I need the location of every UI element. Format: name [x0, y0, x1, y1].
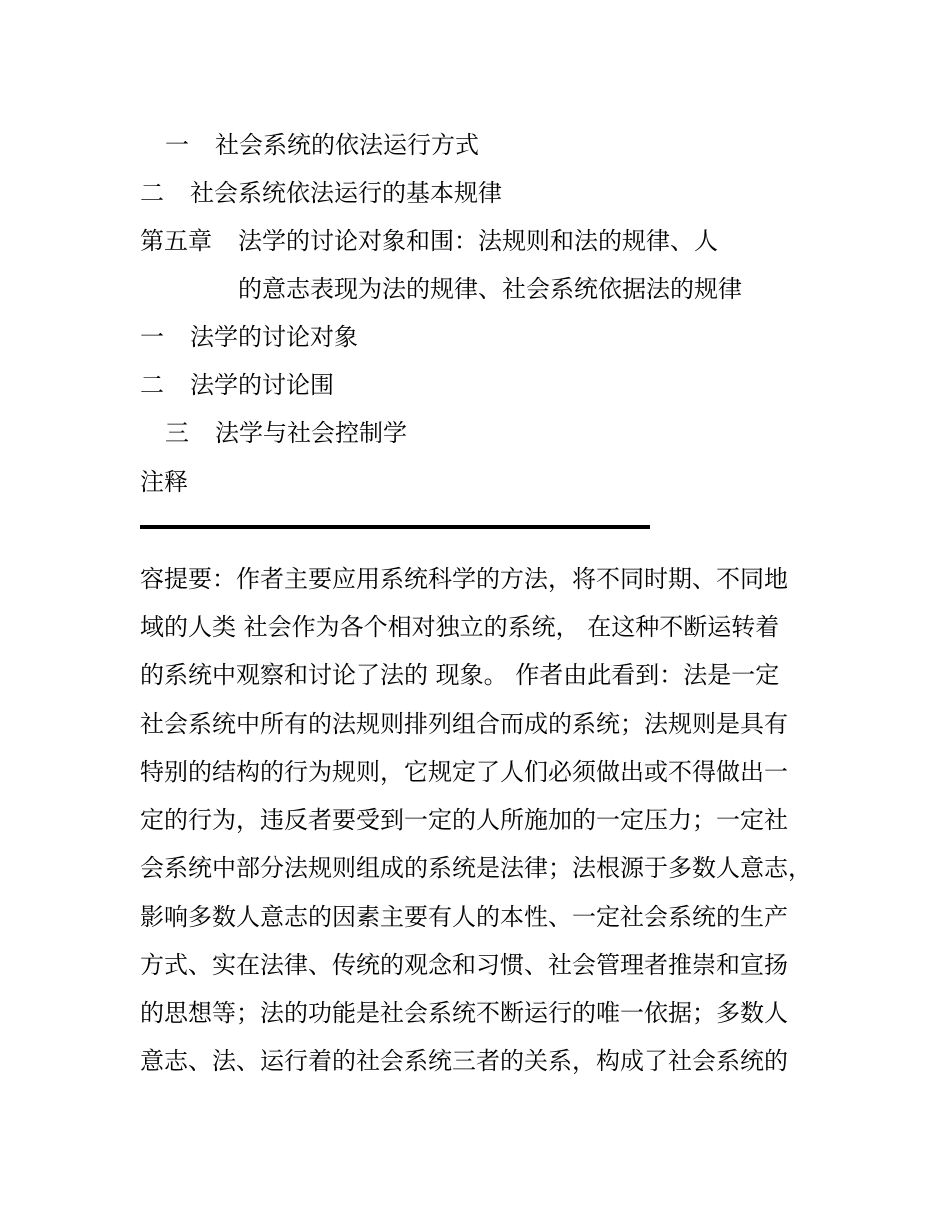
- toc-chapter-number: 第五章: [140, 227, 212, 255]
- abstract-line: 定的行为，违反者要受到一定的人所施加的一定压力；一定社: [140, 806, 788, 834]
- abstract-line: 社会系统中所有的法规则排列组合而成的系统；法规则是具有: [140, 710, 788, 738]
- toc-item-title: 法学的讨论围: [190, 371, 334, 399]
- toc-item-number: 二: [140, 371, 164, 399]
- toc-item: [140, 322, 358, 352]
- toc-chapter-title-line2: 的意志表现为法的规律、社会系统依据法的规律: [238, 275, 742, 303]
- toc-item-title: 社会系统依法运行的基本规律: [190, 179, 502, 207]
- abstract-line: 的系统中观察和讨论了法的 现象。 作者由此看到：法是一定: [140, 661, 780, 689]
- toc-item: [165, 130, 479, 160]
- toc-item-title: 法学的讨论对象: [190, 323, 358, 351]
- toc-chapter-title: 法学的讨论对象和围：法规则和法的规律、人: [238, 227, 718, 255]
- toc-item-number: 一: [165, 131, 189, 159]
- toc-chapter-heading: [140, 226, 718, 256]
- toc-item-number: 三: [165, 419, 189, 447]
- abstract-line: 的思想等；法的功能是社会系统不断运行的唯一依据；多数人: [140, 999, 788, 1027]
- abstract-line: 域的人类 社会作为各个相对独立的系统， 在这种不断运转着: [140, 613, 780, 641]
- abstract-line: 会系统中部分法规则组成的系统是法律；法根源于多数人意志，: [140, 854, 812, 882]
- section-divider: [140, 525, 650, 529]
- toc-chapter-title-continued: [238, 274, 742, 304]
- abstract-line: 方式、实在法律、传统的观念和习惯、社会管理者推崇和宣扬: [140, 951, 788, 979]
- abstract-line: 特别的结构的行为规则，它规定了人们必须做出或不得做出一: [140, 758, 788, 786]
- toc-item-title: 社会系统的依法运行方式: [215, 131, 479, 159]
- toc-item-title: 法学与社会控制学: [215, 419, 407, 447]
- toc-item-number: 二: [140, 179, 164, 207]
- notes-label: 注释: [140, 468, 188, 496]
- abstract-line: 容提要：作者主要应用系统科学的方法，将不同时期、不同地: [140, 565, 788, 593]
- toc-item: [140, 178, 502, 208]
- abstract-line: 意志、法、运行着的社会系统三者的关系，构成了社会系统的: [140, 1047, 788, 1075]
- toc-item-number: 一: [140, 323, 164, 351]
- toc-item: [140, 370, 334, 400]
- abstract-line: 影响多数人意志的因素主要有人的本性、一定社会系统的生产: [140, 903, 788, 931]
- toc-item: [165, 418, 407, 448]
